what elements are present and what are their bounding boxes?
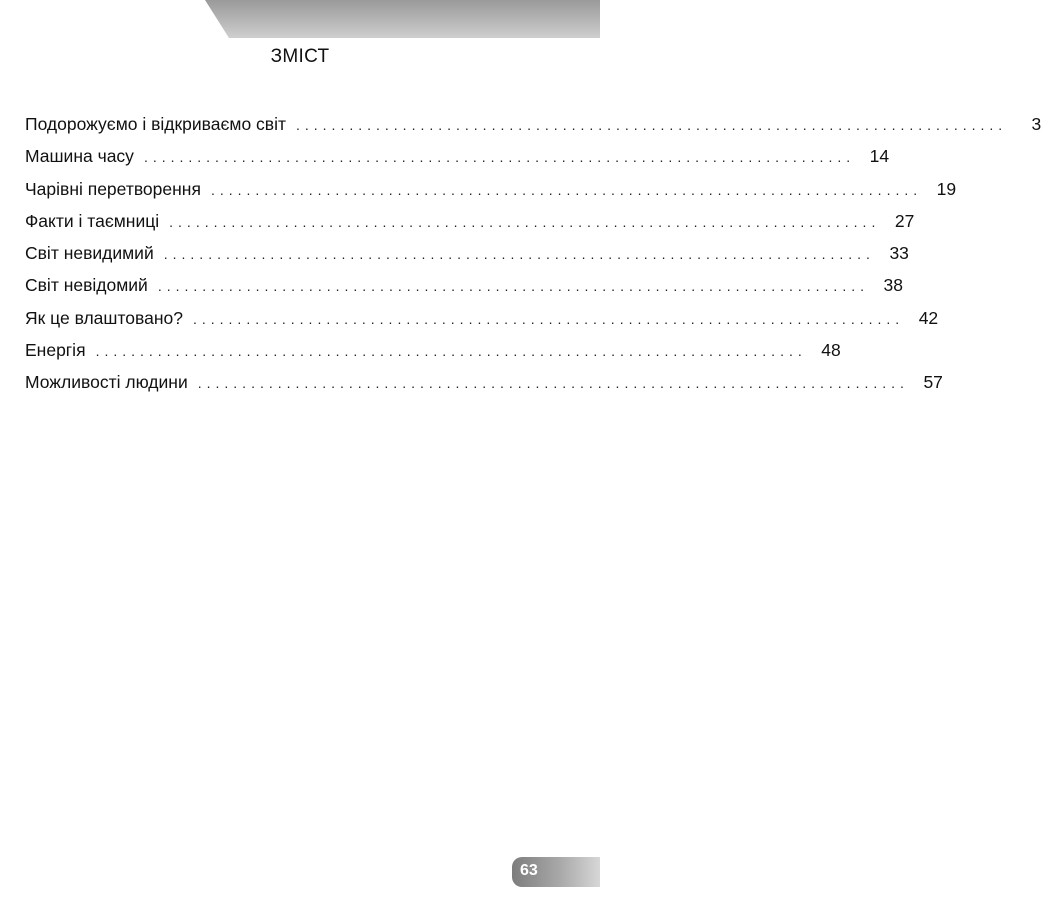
dot-leader: ................................................................................ xyxy=(143,149,856,166)
dot-leader: ................................................................................ xyxy=(296,117,1008,133)
toc-entry-page: 38 xyxy=(883,275,903,296)
toc-entry-page: 33 xyxy=(889,243,909,264)
toc-entry-title: Чарівні перетворення xyxy=(25,178,201,199)
toc-entry[interactable] xyxy=(25,269,903,301)
dot-leader: ................................................................................ xyxy=(95,343,807,360)
toc-entry[interactable] xyxy=(25,108,1041,140)
dot-leader: ................................................................................ xyxy=(169,213,881,230)
toc-entry-page: 48 xyxy=(821,340,841,361)
toc-entry-page: 57 xyxy=(923,372,943,393)
toc-entry[interactable] xyxy=(25,302,939,334)
table-of-contents xyxy=(25,108,1041,399)
toc-entry-page: 42 xyxy=(918,307,939,328)
toc-entry[interactable] xyxy=(25,237,909,269)
toc-entry[interactable] xyxy=(25,173,957,205)
page-number-tab xyxy=(512,857,600,887)
toc-entry[interactable] xyxy=(25,140,890,172)
toc-entry-title: Світ невідомий xyxy=(25,275,148,296)
dot-leader: ................................................................................ xyxy=(197,375,909,392)
toc-entry-title: Можливості людини xyxy=(25,372,188,393)
dot-leader: ................................................................................ xyxy=(210,181,923,198)
page-number: 63 xyxy=(520,862,538,879)
toc-entry-title: Як це влаштовано? xyxy=(25,307,183,328)
dot-leader: ................................................................................ xyxy=(192,310,905,327)
toc-entry-title: Подорожуємо і відкриваємо світ xyxy=(25,114,286,134)
page-title: ЗМІСТ xyxy=(270,46,330,67)
toc-entry[interactable] xyxy=(25,334,841,366)
toc-entry-page: 3 xyxy=(1031,114,1041,134)
toc-entry-title: Факти і таємниці xyxy=(25,210,160,231)
toc-entry-page: 19 xyxy=(936,178,957,199)
toc-entry[interactable] xyxy=(25,366,943,398)
toc-entry-title: Енергія xyxy=(25,340,86,361)
toc-entry-page: 27 xyxy=(894,210,915,231)
header-decoration-band xyxy=(205,0,600,38)
dot-leader: ................................................................................ xyxy=(163,246,875,263)
toc-entry-title: Машина часу xyxy=(25,146,134,167)
toc-entry-title: Світ невидимий xyxy=(25,243,154,264)
toc-entry-page: 14 xyxy=(869,146,890,167)
toc-entry[interactable] xyxy=(25,205,915,237)
dot-leader: ................................................................................ xyxy=(157,278,869,295)
